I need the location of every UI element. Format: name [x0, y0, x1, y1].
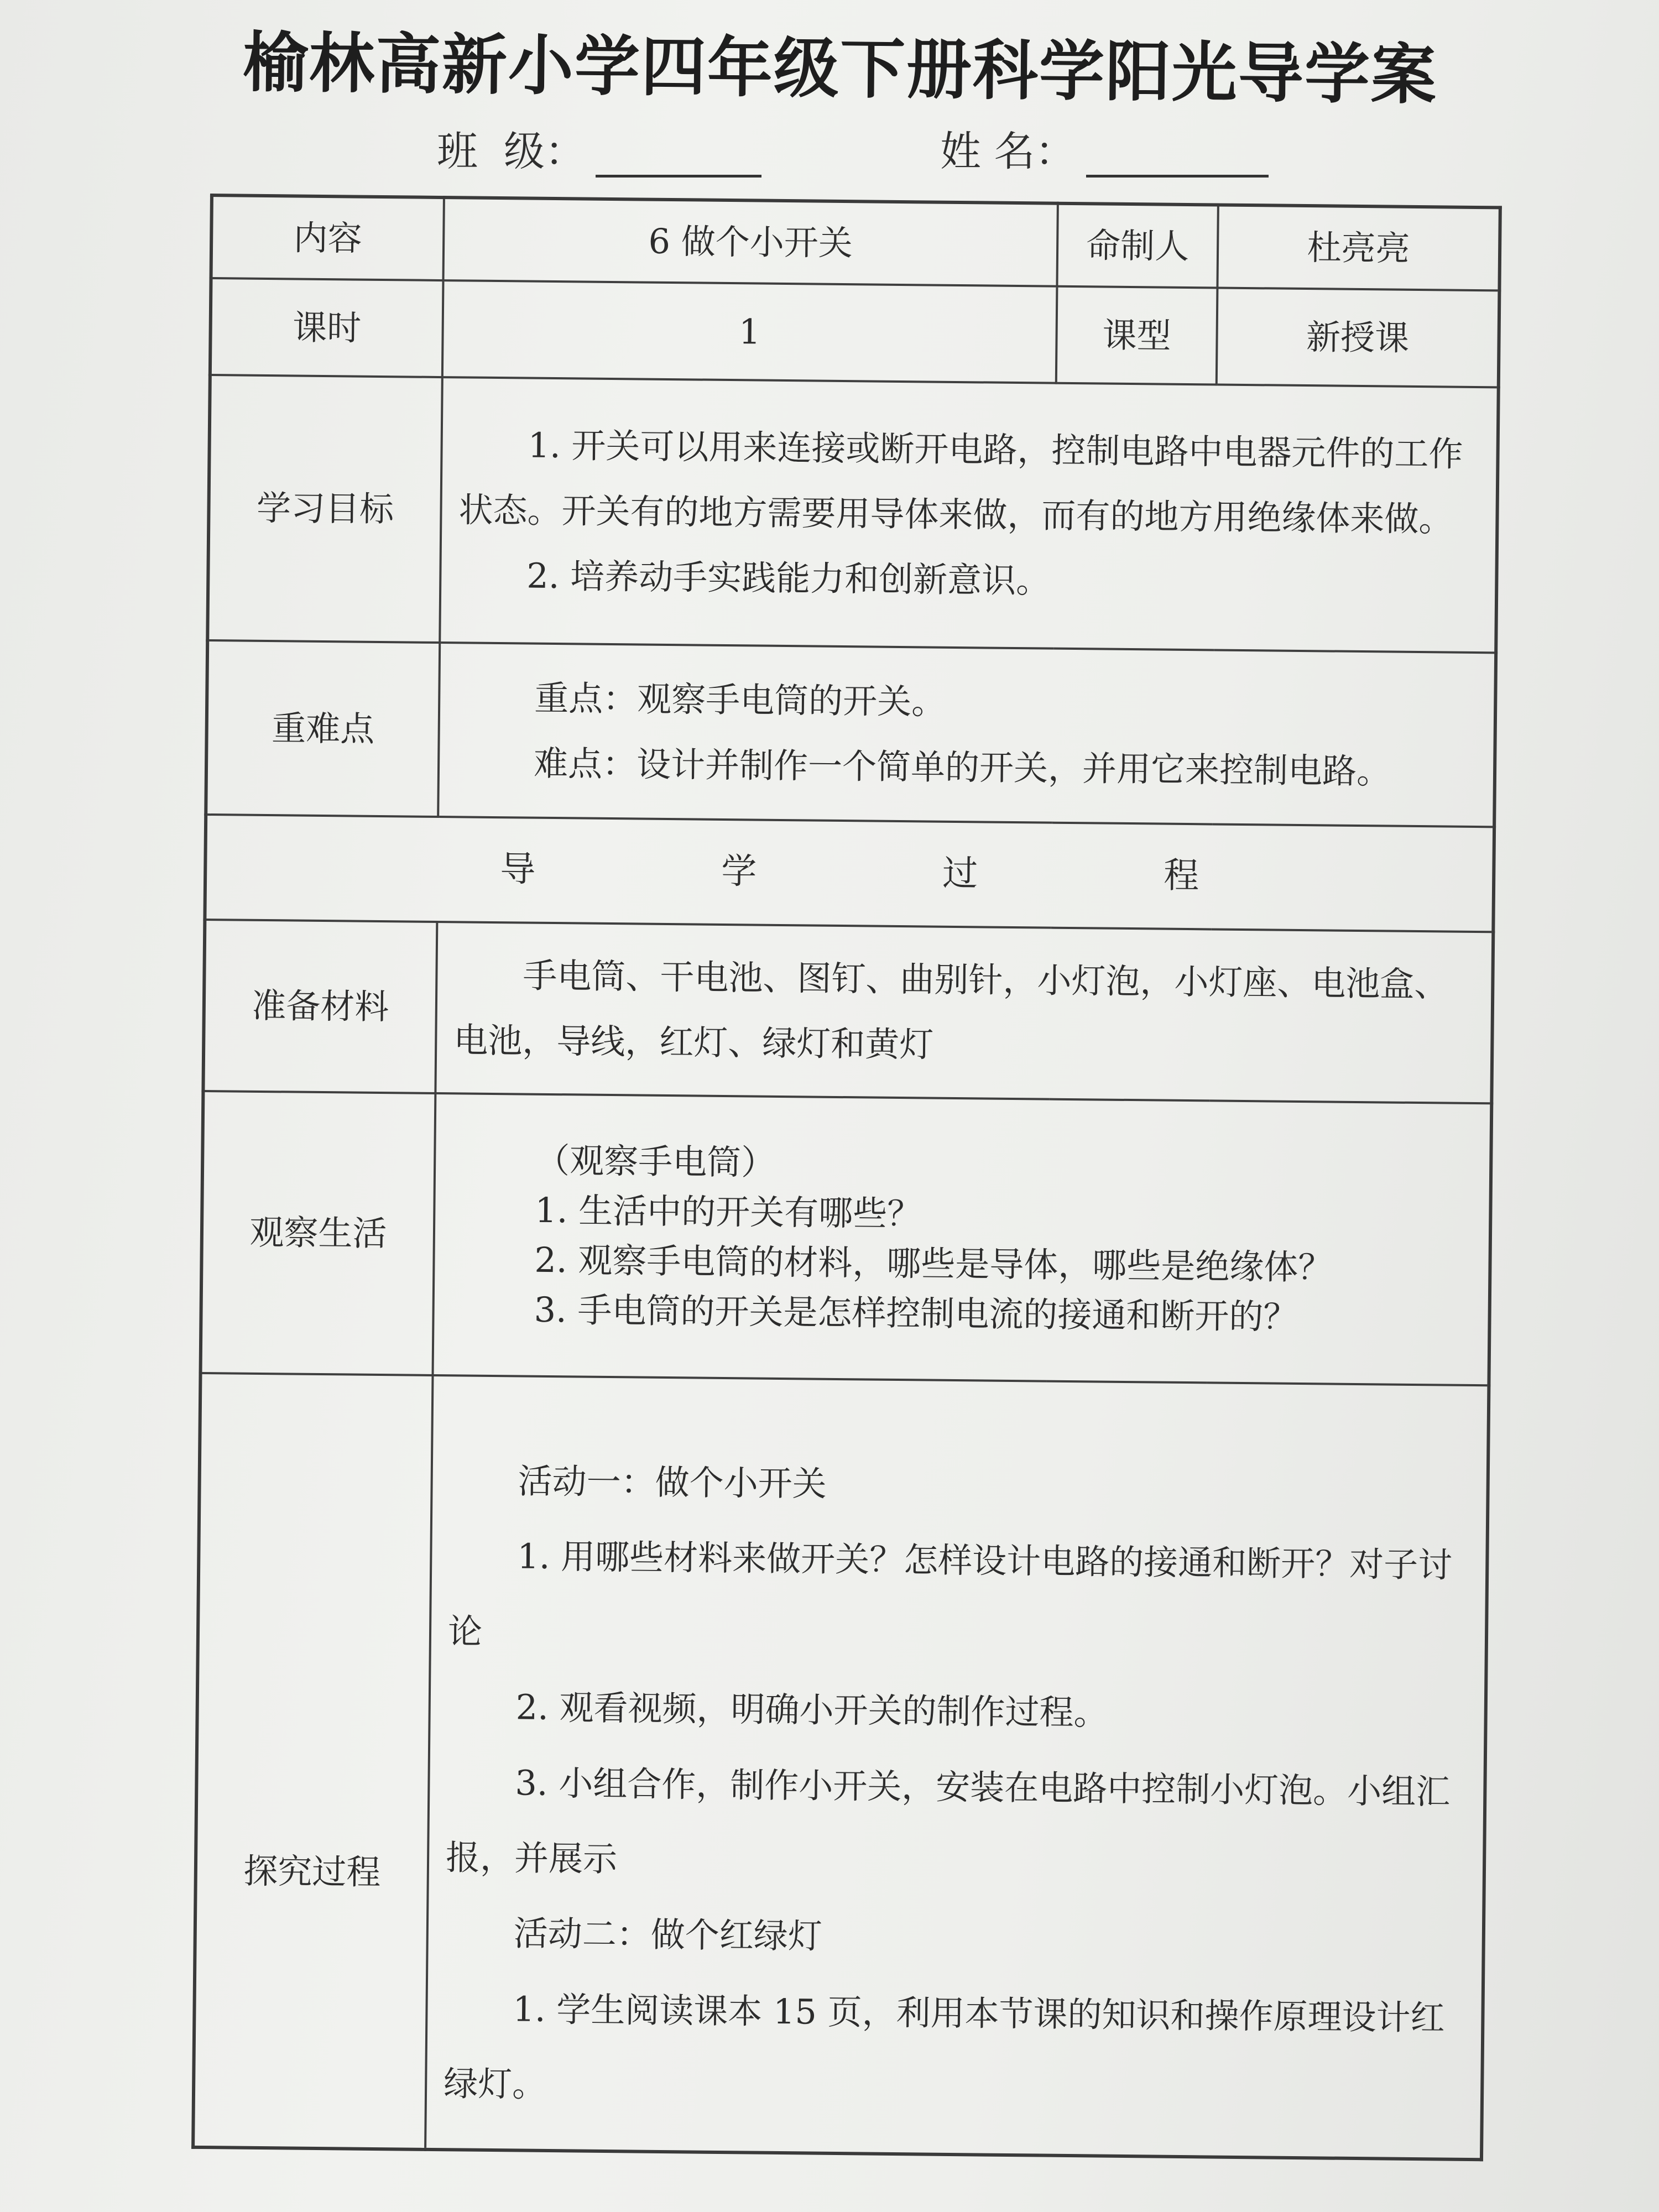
author-label: 命制人	[1057, 204, 1218, 288]
focus-label: 重难点	[206, 640, 440, 817]
lesson-table	[191, 194, 1502, 2161]
content-label: 内容	[211, 195, 444, 280]
process-char: 导	[499, 849, 536, 890]
goals-cell	[440, 377, 1499, 653]
name-field	[940, 119, 1269, 178]
process-char: 程	[1163, 855, 1199, 897]
materials-cell	[435, 922, 1493, 1103]
name-label: 姓 名：	[940, 128, 1076, 175]
focus-key: 重点：观察手电筒的开关。	[534, 677, 946, 722]
explore-label: 探究过程	[193, 1373, 432, 2150]
lesson-form	[191, 194, 1499, 2169]
materials-label: 准备材料	[203, 920, 437, 1093]
explore-item: 1. 用哪些材料来做开关？怎样设计电路的接通和断开？对子讨论	[447, 1536, 1453, 1652]
class-field	[437, 119, 761, 178]
period-value: 1	[442, 280, 1057, 383]
goals-label: 学习目标	[207, 375, 442, 643]
content-value: 6 做个小开关	[444, 197, 1058, 286]
row-process-header	[205, 815, 1494, 932]
focus-difficult: 难点：设计并制作一个简单的开关，并用它来控制电路。	[533, 743, 1391, 792]
name-blank	[1086, 136, 1269, 178]
activity-title: 活动二：做个红绿灯	[513, 1913, 823, 1957]
observe-item: 2. 观察手电筒的材料，哪些是导体，哪些是绝缘体？	[534, 1239, 1333, 1288]
materials-text: 手电筒、干电池、图钉、曲别针，小灯泡，小灯座、电池盒、电池，导线，红灯、绿灯和黄灯	[453, 955, 1449, 1065]
explore-item: 1. 学生阅读课本 15 页，利用本节课的知识和操作原理设计红绿灯。	[443, 1989, 1445, 2105]
goal-item: 2. 培养动手实践能力和创新意识。	[526, 555, 1051, 601]
explore-item: 2. 观看视频，明确小开关的制作过程。	[515, 1687, 1108, 1733]
row-period	[210, 278, 1500, 387]
type-value: 新授课	[1217, 288, 1500, 387]
row-explore	[193, 1373, 1489, 2159]
observe-item: （观察手电筒）	[535, 1140, 776, 1183]
row-observe	[201, 1091, 1492, 1385]
observe-item: 1. 生活中的开关有哪些？	[535, 1190, 922, 1234]
focus-cell	[438, 643, 1496, 827]
activity-title: 活动一：做个小开关	[518, 1460, 827, 1504]
period-label: 课时	[210, 278, 444, 377]
goal-item: 1. 开关可以用来连接或断开电路，控制电路中电器元件的工作状态。开关有的地方需要用导体来做，而有的地方用绝缘体来做。	[458, 425, 1463, 540]
row-focus	[206, 640, 1496, 827]
process-char: 过	[942, 853, 978, 895]
row-goals	[207, 375, 1499, 653]
process-heading	[205, 815, 1494, 932]
observe-label: 观察生活	[201, 1091, 436, 1375]
type-label: 课型	[1056, 286, 1218, 385]
process-char: 学	[721, 851, 757, 893]
class-label: 班 级：	[437, 128, 586, 175]
row-materials	[203, 920, 1493, 1103]
row-content	[211, 195, 1500, 290]
explore-cell	[425, 1375, 1489, 2159]
observe-item: 3. 手电筒的开关是怎样控制电流的接通和断开的？	[534, 1289, 1298, 1337]
class-blank	[596, 136, 761, 178]
explore-item: 3. 小组合作，制作小开关，安装在电路中控制小灯泡。小组汇报，并展示	[445, 1762, 1451, 1880]
author-value: 杜亮亮	[1217, 205, 1500, 290]
observe-cell	[433, 1093, 1492, 1385]
page-title: 榆林高新小学四年级下册科学阳光导学案	[242, 24, 1438, 113]
